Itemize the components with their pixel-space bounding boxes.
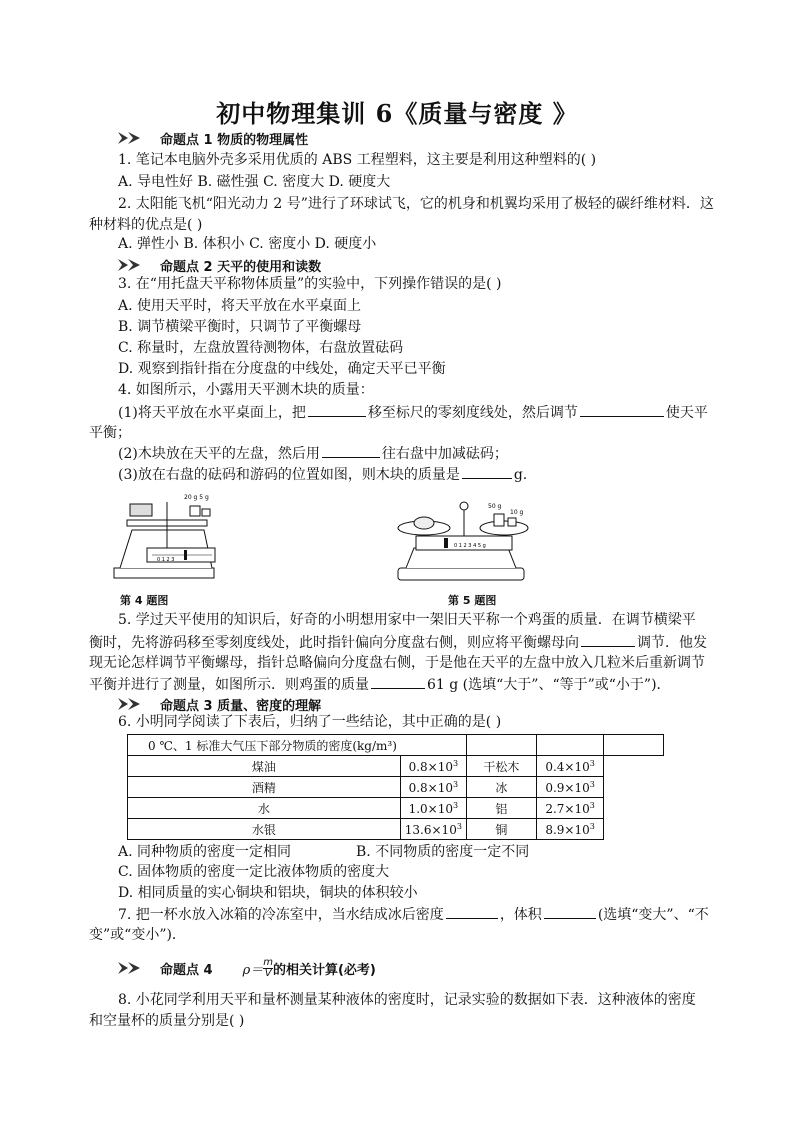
answer-blank[interactable]	[308, 402, 366, 417]
fig5-scale-label: 0 1 2 3 4 5 g	[454, 543, 486, 549]
answer-blank[interactable]	[371, 674, 425, 689]
answer-blank[interactable]	[580, 402, 664, 417]
question-1-options: A. 导电性好 B. 磁性强 C. 密度大 D. 硬度大	[118, 174, 391, 190]
section-header-2: 命题点 2 天平的使用和读数	[118, 255, 321, 275]
page-title: 初中物理集训 6《质量与密度 》	[216, 99, 578, 128]
question-6-option-a: A. 同种物质的密度一定相同	[118, 844, 292, 860]
table-row: 水 $1.0\times 10^3$ 铝 $2.7\times 10^3$	[128, 798, 664, 819]
fig5-weight-50g: 50 g	[488, 503, 502, 510]
question-2-stem-line1: 2. 太阳能飞机“阳光动力 2 号”进行了环球试飞，它的机身和机翼均采用了极轻的碳纤维材料．这	[118, 196, 714, 212]
question-5-line2: 衡时，先将游码移至零刻度线处，此时指针偏向分度盘右侧，则应将平衡螺母向 调节．他发	[89, 632, 707, 653]
fig4-weights-label: 20 g 5 g	[184, 494, 209, 501]
question-1-stem: 1. 笔记本电脑外壳多采用优质的 ABS 工程塑料，这主要是利用这种塑料的( )	[118, 152, 597, 168]
figure-5-caption: 第 5 题图	[448, 594, 497, 607]
answer-blank[interactable]	[322, 443, 380, 458]
fig5-weight-10g: 10 g	[510, 509, 524, 516]
question-4-part-2: (2)木块放在天平的左盘，然后用 往右盘中加减砝码；	[118, 443, 508, 464]
table-row: 酒精 $0.8\times 10^3$ 冰 $0.9\times 10^3$	[128, 777, 664, 798]
question-2-stem-line2: 种材料的优点是( )	[89, 217, 203, 233]
section-header-3: 命题点 3 质量、密度的理解	[118, 694, 321, 714]
question-6-option-c: C. 固体物质的密度一定比液体物质的密度大	[118, 864, 390, 880]
question-7-line2: 变”或“变小”)．	[89, 927, 186, 943]
question-6-stem: 6. 小明同学阅读了下表后，归纳了一些结论，其中正确的是( )	[118, 714, 502, 730]
density-table	[127, 734, 664, 840]
fig4-scale-label: 0 1 2 3	[157, 557, 175, 563]
question-5-line1: 5. 学过天平使用的知识后，好奇的小明想用家中一架旧天平称一个鸡蛋的质量．在调节横梁平	[118, 612, 696, 628]
answer-blank[interactable]	[544, 904, 596, 919]
question-5-line4: 平衡并进行了测量，如图所示．则鸡蛋的质量 61 g (选填“大于”、“等于”或“小于”)．	[89, 674, 671, 695]
section-header-4: 命题点 4 ρ＝ $\frac{m}{V}$ 的相关计算(必考)	[118, 956, 376, 980]
question-8-line1: 8. 小花同学利用天平和量杯测量某种液体的密度时，记录实验的数据如下表．这种液体的密度	[118, 992, 696, 1008]
table-row: 水银 $13.6\times 10^3$ 铜 $8.9\times 10^3$	[128, 819, 664, 840]
answer-blank[interactable]	[581, 632, 635, 647]
question-6-option-b: B. 不同物质的密度一定不同	[356, 844, 530, 860]
question-8-line2: 和空量杯的质量分别是( )	[89, 1013, 245, 1029]
question-5-line3: 现无论怎样调节平衡螺母，指针总略偏向分度盘右侧，于是他在天平的左盘中放入几粒米后重新调节	[89, 655, 705, 671]
question-3-option-d: D. 观察到指针指在分度盘的中线处，确定天平已平衡	[118, 361, 446, 377]
question-4-part-1-cont: 平衡；	[89, 425, 131, 441]
double-arrow-icon	[118, 132, 146, 144]
answer-blank[interactable]	[446, 904, 498, 919]
figure-4-balance-diagram	[112, 490, 222, 585]
density-formula-fraction: $\frac{m}{V}$	[263, 956, 273, 979]
question-4-stem: 4. 如图所示，小露用天平测木块的质量：	[118, 382, 374, 398]
table-header-cell: 0 ℃、1 标准大气压下部分物质的密度(kg/m³)	[128, 735, 467, 756]
section-header-1: 命题点 1 物质的物理属性	[118, 128, 308, 148]
question-3-stem: 3. 在“用托盘天平称物体质量”的实验中，下列操作错误的是( )	[118, 276, 502, 292]
question-6-option-d: D. 相同质量的实心铜块和铝块，铜块的体积较小	[118, 885, 418, 901]
figure-4-caption: 第 4 题图	[120, 594, 169, 607]
table-row: 煤油 $0.8\times 10^3$ 干松木 $0.4\times 10^3$	[128, 756, 664, 777]
question-2-options: A. 弹性小 B. 体积小 C. 密度小 D. 硬度小	[118, 236, 377, 252]
figure-5-balance-diagram	[386, 496, 536, 584]
table-header-row	[128, 735, 664, 756]
question-4-part-1: (1)将天平放在水平桌面上，把 移至标尺的零刻度线处，然后调节 使天平	[118, 402, 708, 423]
question-7-line1: 7. 把一杯水放入冰箱的冷冻室中，当水结成冰后密度 ，体积 (选填“变大”、“不	[118, 904, 709, 925]
answer-blank[interactable]	[462, 464, 512, 479]
double-arrow-icon	[118, 962, 146, 974]
question-3-option-a: A. 使用天平时，将天平放在水平桌面上	[118, 298, 362, 314]
question-3-option-b: B. 调节横梁平衡时，只调节了平衡螺母	[118, 319, 362, 335]
double-arrow-icon	[118, 698, 146, 710]
double-arrow-icon	[118, 259, 146, 271]
question-4-part-3: (3)放在右盘的砝码和游码的位置如图，则木块的质量是 g.	[118, 464, 527, 485]
question-3-option-c: C. 称量时，左盘放置待测物体，右盘放置砝码	[118, 340, 404, 356]
